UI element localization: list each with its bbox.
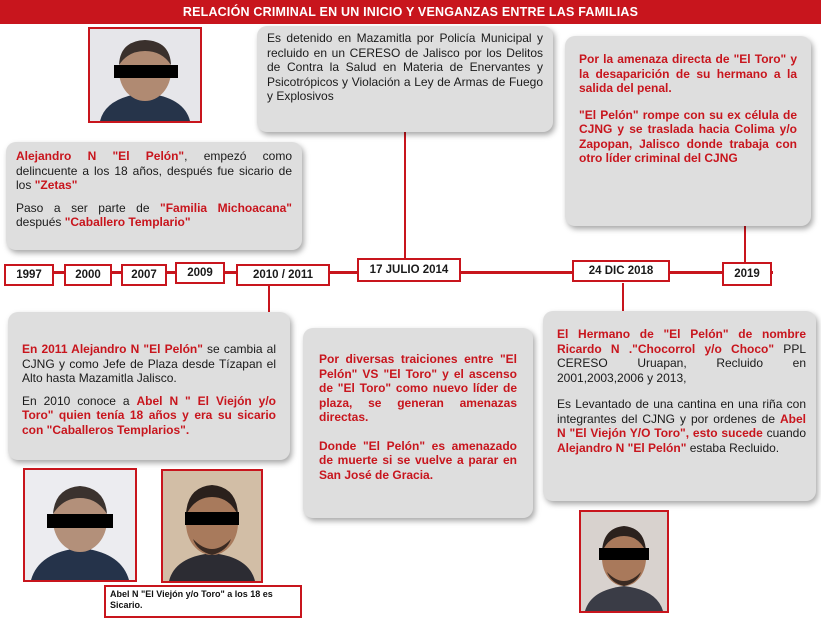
date-1997: 1997: [4, 264, 54, 286]
text: estaba Recluido.: [686, 440, 780, 455]
date-24-dic-2018: 24 DIC 2018: [572, 260, 670, 282]
photo-caption: Abel N "El Viejón y/o Toro" a los 18 es Sicario.: [104, 585, 302, 618]
name-el-toro: Abel N " El Viejón y/o Toro" quien tenía 18 años y era su sicario con "Caballeros Templarios".: [22, 393, 277, 437]
name-el-pelon: Alejandro N "El Pelón": [16, 149, 185, 163]
connector-2014: [404, 130, 406, 261]
org-familia-michoacana: "Familia Michoacana": [160, 200, 292, 215]
text: PPL CERESO Uruapan, Recluido en 2001,2003,2006 y 2013,: [557, 341, 806, 385]
connector-2018: [622, 283, 624, 311]
photo-el-pelon-top: [88, 27, 202, 123]
text: Es Levantado de una cantina en una riña con integrantes del CJNG y por ordenes de: [557, 397, 806, 426]
box-threats: [303, 328, 533, 518]
death-threat-text: Donde "El Pelón" es amenazado de muerte si se vuelve a parar en San José de Gracia.: [319, 438, 517, 482]
betrayal-text: Por diversas traiciones entre "El Pelón" VS "El Toro" y el ascenso de "El Toro" como nuevo líder de plaza, se generan amenazas directas.: [319, 352, 517, 424]
org-zetas: "Zetas": [34, 178, 78, 192]
arrest-text: Es detenido en Mazamitla por Policía Municipal y recluido en un CERESO de Jalisco por los Delitos de Contra la Salud en Materia de Enervantes y Psicotrópicos y Violación a Ley de Armas de Fuego y Explosivos: [267, 31, 543, 103]
text: cuando: [762, 426, 807, 440]
photo-el-pelon-bottom: [23, 468, 137, 582]
connector-2011: [268, 285, 270, 313]
person-photo-icon: [581, 512, 667, 611]
lead-2011: En 2011 Alejandro N "El Pelón": [22, 342, 203, 356]
box-2019-break: [565, 36, 811, 226]
box-2014-arrest: [257, 26, 553, 132]
date-2019: 2019: [722, 262, 772, 286]
text: En 2010 conoce a: [22, 393, 137, 408]
photo-el-toro: [579, 510, 669, 613]
connector-2019: [744, 226, 746, 262]
threat-text: Por la amenaza directa de "El Toro" y la desaparición de su hermano a la salida del penal.: [579, 52, 797, 95]
name-el-pelon: Alejandro N "El Pelón": [557, 440, 687, 455]
text: se cambia al CJNG y como Jefe de Plaza desde Tízapan el Alto hasta Mazamitla Jalisco.: [22, 342, 276, 385]
text: Paso a ser parte de: [16, 200, 161, 215]
date-2010-2011: 2010 / 2011: [236, 264, 330, 286]
box-2018-brother: [543, 311, 816, 501]
page-title: RELACIÓN CRIMINAL EN UN INICIO Y VENGANZAS ENTRE LAS FAMILIAS: [182, 5, 639, 19]
date-2009: 2009: [175, 262, 225, 284]
break-text: "El Pelón" rompe con su ex célula de CJNG y se traslada hacia Colima y/o Zapopan, Jalisco donde trabaja con otro líder criminal del CJNG: [579, 107, 797, 165]
person-photo-icon: [163, 471, 261, 581]
box-2011-cjng: [8, 312, 290, 460]
org-caballero-templario: "Caballero Templario": [64, 215, 191, 229]
box-start-career: [6, 142, 302, 250]
name-el-toro: Abel N "El Viejón Y/O Toro", esto sucede: [557, 411, 806, 440]
date-17-julio-2014: 17 JULIO 2014: [357, 258, 461, 282]
person-photo-icon: [90, 29, 200, 121]
text: después: [16, 215, 65, 229]
photo-el-toro-young: [161, 469, 263, 583]
date-2007: 2007: [121, 264, 167, 286]
person-photo-icon: [25, 470, 135, 580]
name-brother: El Hermano de "El Pelón" de nombre Ricardo N ."Chocorrol y/o Choco": [557, 327, 806, 356]
header-banner: [0, 0, 821, 24]
text: , empezó como delincuente a los 18 años, después fue sicario de los: [16, 149, 292, 192]
date-2000: 2000: [64, 264, 112, 286]
